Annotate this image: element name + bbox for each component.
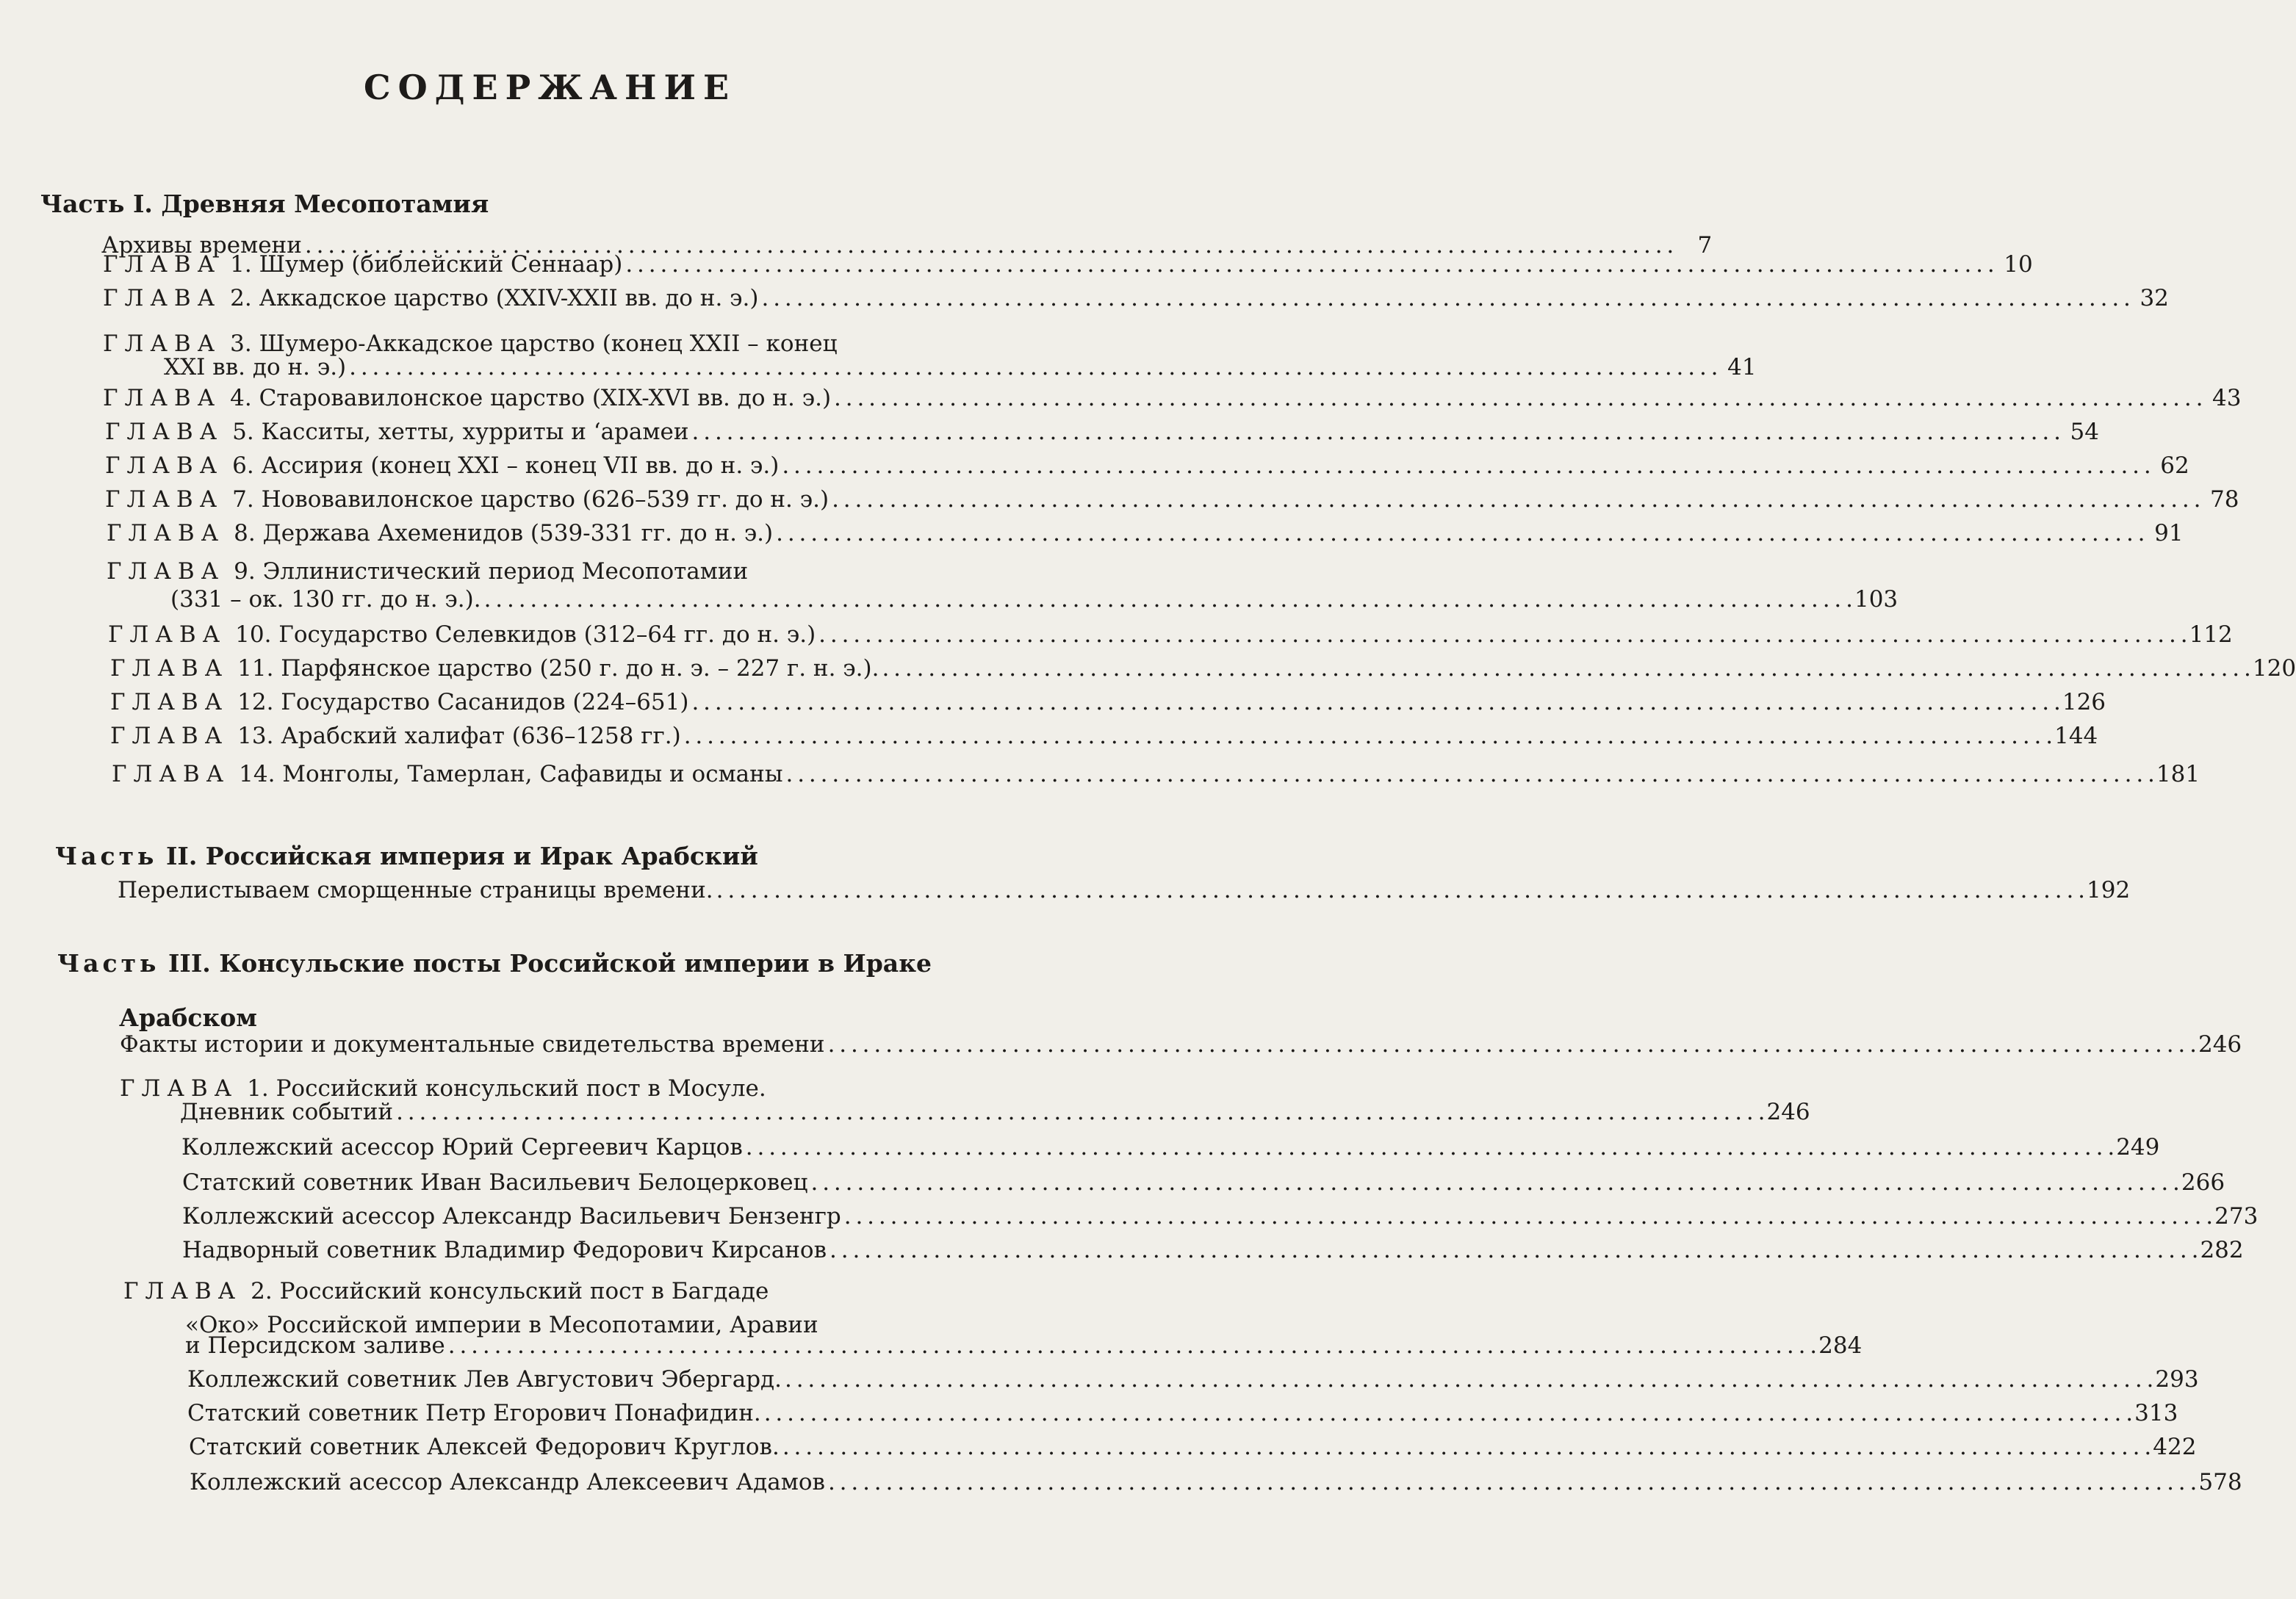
toc-entry[interactable]: ГЛАВА 1. Шумер (библейский Сеннаар) . . . 10	[103, 248, 943, 279]
toc-entry[interactable]: Дневник событий . . . 246	[180, 1096, 976, 1127]
page-title: СОДЕРЖАНИЕ	[363, 68, 737, 107]
toc-entry[interactable]: Статский советник Петр Егорович Понафидин. . . . 313	[187, 1397, 979, 1428]
toc-entry[interactable]: Факты истории и документальные свидетельства времени . . . 246	[120, 1028, 976, 1059]
toc-entry[interactable]: Надворный советник Владимир Федорович Кирсанов . . . 282	[182, 1234, 977, 1265]
part-3-heading-line2: Арабском	[119, 1003, 257, 1032]
toc-entry[interactable]: (331 – ок. 130 гг. до н. э.). . . . 103	[170, 583, 962, 614]
toc-entry[interactable]: ГЛАВА 10. Государство Селевкидов (312–64 гг. до н. э.) . . . 112	[108, 618, 962, 649]
toc-entry[interactable]: Архивы времени . . . 7	[101, 229, 943, 260]
toc-entry[interactable]: Коллежский советник Лев Августович Эбергард. . . . 293	[187, 1363, 979, 1394]
toc-entry[interactable]: ГЛАВА 14. Монголы, Тамерлан, Сафавиды и османы . . . 181	[112, 758, 968, 789]
part-2-heading: Часть II. Российская империя и Ирак Арабский	[55, 842, 758, 870]
toc-entry[interactable]: ГЛАВА 13. Арабский халифат (636–1258 гг.) . . . 144	[110, 720, 964, 751]
toc-entry[interactable]: и Персидском заливе . . . 284	[185, 1329, 979, 1360]
part-3-heading: Часть III. Консульские посты Российской империи в Ираке	[57, 949, 932, 978]
toc-entry[interactable]: Коллежский асессор Юрий Сергеевич Карцов . . . 249	[181, 1131, 976, 1162]
toc-entry[interactable]: ГЛАВА 5. Касситы, хетты, хурриты и ʻарамеи . . . 54	[105, 416, 945, 447]
toc-entry-line[interactable]: ГЛАВА 9. Эллинистический период Месопотамии	[107, 558, 749, 585]
toc-entry[interactable]: Статский советник Алексей Федорович Круглов. . . . 422	[189, 1431, 979, 1462]
toc-entry-line[interactable]: ГЛАВА 2. Российский консульский пост в Багдаде	[123, 1278, 769, 1304]
toc-entry[interactable]: ГЛАВА 4. Старовавилонское царство (XIX-XVI вв. до н. э.) . . . 43	[103, 382, 944, 413]
toc-entry[interactable]: Коллежский асессор Александр Алексеевич Адамов . . . 578	[190, 1466, 981, 1497]
toc-entry-line[interactable]: «Око» Российской империи в Месопотамии, Аравии	[185, 1312, 818, 1338]
part-1-heading: Часть I. Древняя Месопотамия	[40, 190, 489, 218]
toc-entry[interactable]: ГЛАВА 8. Держава Ахеменидов (539-331 гг. до н. э.) . . . 91	[107, 517, 946, 548]
toc-entry[interactable]: ГЛАВА 2. Аккадское царство (XXIV-XXII вв. до н. э.) . . . 32	[103, 282, 943, 313]
toc-entry[interactable]: Статский советник Иван Васильевич Белоцерковец . . . 266	[182, 1166, 977, 1197]
toc-entry[interactable]: ГЛАВА 6. Ассирия (конец XXI – конец VII вв. до н. э.) . . . 62	[105, 450, 946, 480]
toc-entry[interactable]: Коллежский асессор Александр Васильевич Бензенгр . . . 273	[182, 1200, 977, 1231]
toc-entry[interactable]: ГЛАВА 7. Нововавилонское царство (626–539 гг. до н. э.) . . . 78	[105, 483, 946, 514]
toc-entry-line[interactable]: ГЛАВА 3. Шумеро-Аккадское царство (конец XXII – конец	[103, 331, 838, 357]
toc-entry-line[interactable]: ГЛАВА 1. Российский консульский пост в Мосуле.	[120, 1075, 766, 1102]
toc-entry[interactable]: ГЛАВА 12. Государство Сасанидов (224–651) . . . 126	[110, 686, 964, 717]
toc-entry[interactable]: ГЛАВА 11. Парфянское царство (250 г. до н. э. – 227 г. н. э.). . . . 120	[110, 652, 964, 683]
toc-entry[interactable]: XXI вв. до н. э.) . . . 41	[164, 351, 944, 382]
toc-entry[interactable]: Перелистываем сморщенные страницы времени. . . . 192	[118, 874, 974, 905]
